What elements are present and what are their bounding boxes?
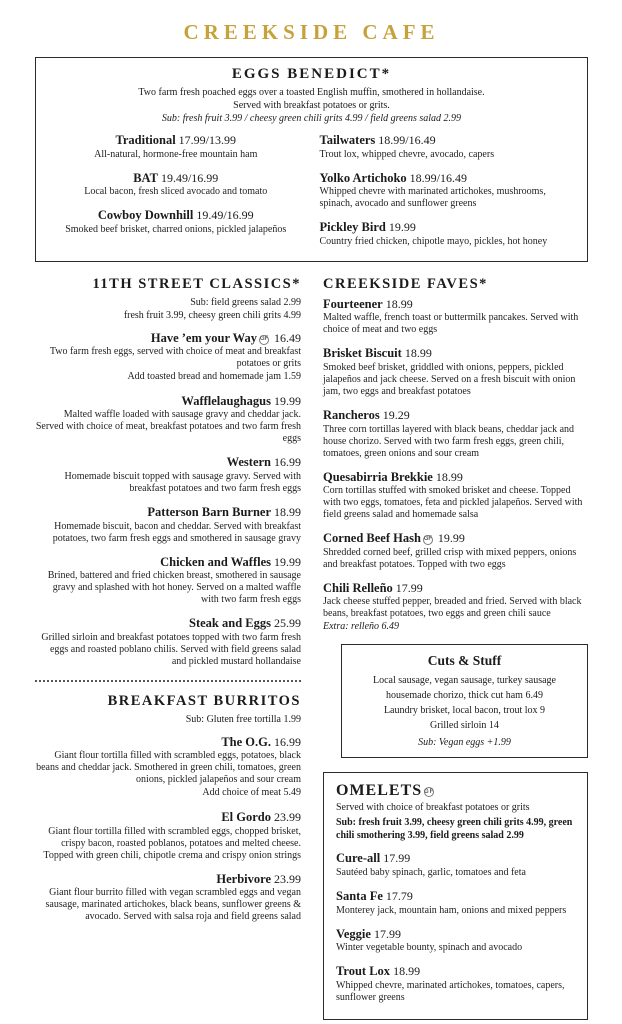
item-price: 16.49 [274, 330, 301, 345]
item-price: 25.99 [274, 616, 301, 631]
item-price: 19.49/16.99 [160, 170, 219, 185]
item-name: Herbivore [216, 871, 271, 886]
item-price: 18.99 [393, 964, 421, 979]
eggs-benedict-left-column [48, 132, 304, 257]
item-head [320, 170, 576, 187]
item-name: BAT [133, 170, 158, 185]
item-head [35, 734, 301, 751]
item-desc: Trout lox, whipped chevre, avocado, capers [319, 148, 495, 160]
menu-item-pickley-bird [320, 219, 576, 248]
item-name: Fourteener [323, 296, 383, 311]
menu-item-tailwaters [320, 132, 576, 161]
omelets-desc: Served with choice of breakfast potatoes or grits [336, 801, 530, 813]
item-extra: Add toasted bread and homemade jam 1.59 [127, 371, 301, 383]
item-desc: Whipped chevre with marinated artichokes, mushrooms, spinach, avocado and sunflower greens [319, 186, 546, 210]
item-name: Cure-all [336, 851, 381, 866]
classics-title: 11TH STREET CLASSICS* [92, 275, 301, 292]
omelets-sub: Sub: fresh fruit 3.99, cheesy green chili grits 4.99, green chili smothering 3.99, field greens salad 2.99 [336, 817, 573, 842]
item-desc: Smoked beef brisket, griddled with onions, peppers, pickled jalapeños and jack cheese. Served on a fresh biscuit with onion jam, two eggs and breakfast potatoes [323, 361, 576, 397]
eggs-benedict-desc-2: Served with breakfast potatoes or grits. [233, 100, 390, 111]
main-columns [35, 276, 588, 1020]
menu-item-veggie [336, 926, 575, 955]
item-price: 19.99 [437, 531, 465, 546]
item-price: 16.99 [274, 455, 301, 470]
menu-item-chicken-and-waffles [35, 554, 301, 607]
page-title: CREEKSIDE CAFE [183, 20, 440, 44]
item-name: Tailwaters [319, 133, 376, 147]
eggs-benedict-right-column [320, 132, 576, 257]
eggs-benedict-desc-1: Two farm fresh poached eggs over a toasted English muffin, smothered in hollandaise. [138, 87, 485, 98]
item-head [320, 219, 576, 236]
item-price: 19.99 [388, 220, 416, 235]
menu-item-cure-all [336, 850, 575, 879]
cuts-line-2: housemade chorizo, thick cut ham 6.49 [386, 689, 543, 701]
cuts-sub: Sub: Vegan eggs +1.99 [418, 736, 511, 748]
item-price: 17.79 [385, 888, 413, 903]
item-price: 18.99 [404, 346, 432, 361]
item-head [323, 345, 588, 362]
menu-item-yolko-artichoko [320, 170, 576, 211]
item-head [35, 809, 301, 826]
item-name: Veggie [336, 926, 371, 941]
item-desc: Giant flour burrito filled with vegan scrambled eggs and vegan sausage, marinated artichokes, black beans, sunflower greens & avocado. Served with salsa roja and field greens salad [45, 887, 301, 923]
cuts-title: Cuts & Stuff [427, 652, 502, 668]
item-desc: Jack cheese stuffed pepper, breaded and fried. Served with black beans, breakfast potatoes, two eggs and green chili sauce [323, 596, 582, 620]
item-price: 19.99 [274, 554, 301, 569]
item-desc: Sautéed baby spinach, garlic, tomatoes and feta [336, 866, 526, 878]
item-price: 16.99 [274, 734, 301, 749]
item-name: Pickley Bird [319, 220, 386, 235]
eggs-benedict-columns [48, 132, 575, 257]
item-head [48, 207, 304, 224]
item-price: 17.99/13.99 [178, 133, 237, 147]
item-desc: Local bacon, fresh sliced avocado and tomato [84, 186, 268, 198]
left-column [35, 276, 301, 1020]
item-name: Traditional [115, 133, 176, 147]
item-name: Brisket Biscuit [323, 346, 402, 361]
menu-item-chili-relleno [323, 580, 588, 634]
menu-item-have-em-your-way [35, 330, 301, 384]
item-desc: Whipped chevre, marinated artichokes, tomatoes, capers, sunflower greens [336, 979, 565, 1003]
menu-item-cowboy-downhill [48, 207, 304, 236]
item-head [35, 554, 301, 571]
item-head [35, 330, 301, 347]
item-price: 18.99/16.49 [378, 133, 436, 147]
item-head [35, 504, 301, 521]
cuts-and-stuff-box [341, 644, 588, 758]
classics-sub-2: fresh fruit 3.99, cheesy green chili grits 4.99 [123, 309, 301, 321]
item-desc: Malted waffle loaded with sausage gravy and cheddar jack. Served with choice of meat, breakfast potatoes and two farm fresh eggs [35, 409, 301, 445]
menu-item-santa-fe [336, 888, 575, 917]
item-head [336, 888, 575, 905]
item-name: Western [226, 455, 271, 470]
item-extra: Extra: relleño 6.49 [323, 621, 400, 633]
item-price: 23.99 [274, 871, 301, 886]
item-desc: Grilled sirloin and breakfast potatoes topped with two farm fresh eggs and roasted poblano chilis. Served with field greens salad and pickled mustard hollandaise [41, 631, 301, 667]
item-head [35, 393, 301, 410]
item-head [336, 963, 575, 980]
item-name: Chili Relleño [323, 580, 393, 595]
item-name: Have ’em your Way [150, 330, 257, 345]
item-price: 23.99 [274, 809, 301, 824]
cuts-line-1: Local sausage, vegan sausage, turkey sausage [373, 674, 556, 686]
item-desc: Homemade biscuit, bacon and cheddar. Served with breakfast potatoes, two farm fresh eggs and smothered in sausage gravy [52, 520, 301, 544]
item-name: Quesabirria Brekkie [323, 469, 433, 484]
omelets-title-text: OMELETS [336, 781, 423, 799]
right-column [323, 276, 588, 1020]
menu-item-brisket-biscuit [323, 345, 588, 398]
item-price: 19.99 [274, 393, 301, 408]
item-head [35, 871, 301, 888]
item-price: 17.99 [395, 580, 423, 595]
item-name: Corned Beef Hash [323, 531, 421, 546]
item-head [336, 926, 575, 943]
menu-item-trout-lox [336, 963, 575, 1004]
item-head [323, 530, 588, 547]
item-name: Patterson Barn Burner [147, 505, 271, 520]
gf-badge-icon: GF [259, 335, 269, 345]
item-desc: Giant flour tortilla filled with scrambled eggs, potatoes, black beans and cheddar jack. Smothered in green chili, tomatoes, green onions, pickled jalapeños and sour cream [36, 750, 301, 786]
item-name: Wafflelaughagus [181, 393, 271, 408]
item-name: Trout Lox [336, 964, 391, 979]
item-head [35, 454, 301, 471]
burritos-sub: Sub: Gluten free tortilla 1.99 [185, 713, 301, 725]
item-head [35, 615, 301, 632]
menu-item-corned-beef-hash [323, 530, 588, 571]
menu-item-patterson-barn-burner [35, 504, 301, 545]
item-desc: Two farm fresh eggs, served with choice of meat and breakfast potatoes or grits [49, 346, 301, 370]
menu-item-herbivore [35, 871, 301, 924]
eggs-benedict-sub: Sub: fresh fruit 3.99 / cheesy green chili grits 4.99 / field greens salad 2.99 [161, 113, 462, 124]
item-desc: Giant flour tortilla filled with scrambled eggs, chopped brisket, crispy bacon, roasted poblanos, potatoes and melted cheese. Topped with green chili, chipotle crema and crispy onion strings [43, 825, 301, 861]
item-desc: Country fried chicken, chipotle mayo, pickles, hot honey [319, 235, 548, 247]
item-head [323, 469, 588, 486]
item-desc: All-natural, hormone-free mountain ham [94, 148, 258, 160]
item-price: 18.99 [274, 505, 301, 520]
item-desc: Shredded corned beef, grilled crisp with mixed peppers, onions and breakfast potatoes. Topped with two eggs [323, 546, 577, 570]
item-price: 18.99 [385, 296, 413, 311]
item-name: El Gordo [221, 809, 271, 824]
item-name: Santa Fe [336, 888, 383, 903]
cuts-line-4: Grilled sirloin 14 [430, 719, 499, 731]
item-name: The O.G. [221, 734, 271, 749]
item-desc: Smoked beef brisket, charred onions, pickled jalapeños [65, 223, 287, 235]
menu-item-quesabirria-brekkie [323, 469, 588, 522]
item-desc: Monterey jack, mountain ham, onions and mixed peppers [336, 904, 567, 916]
dotted-divider [35, 680, 301, 682]
item-desc: Homemade biscuit topped with sausage gravy. Served with breakfast potatoes and two farm fresh eggs [64, 471, 301, 495]
menu-item-bat [48, 170, 304, 199]
item-desc: Brined, battered and fried chicken breast, smothered in sausage gravy and splashed with hot honey. Served on a malted waffle with two farm fresh eggs [47, 570, 301, 606]
item-name: Steak and Eggs [189, 616, 271, 631]
item-desc: Malted waffle, french toast or buttermilk pancakes. Served with choice of meat and two eggs [323, 312, 579, 336]
item-price: 17.99 [383, 851, 411, 866]
omelets-section [323, 772, 588, 1020]
item-head [48, 170, 304, 187]
item-price: 19.49/16.99 [196, 208, 254, 223]
menu-item-steak-and-eggs [35, 615, 301, 668]
item-price: 19.29 [382, 407, 410, 422]
item-name: Chicken and Waffles [160, 554, 271, 569]
gf-badge-icon: GF [423, 788, 435, 795]
menu-item-fourteener [323, 296, 588, 337]
item-desc: Winter vegetable bounty, spinach and avocado [336, 942, 523, 954]
burritos-title: BREAKFAST BURRITOS [107, 692, 301, 709]
item-price: 17.99 [373, 926, 401, 941]
item-head [336, 850, 575, 867]
item-extra: Add choice of meat 5.49 [202, 787, 301, 799]
item-name: Cowboy Downhill [97, 208, 194, 223]
menu-item-el-gordo [35, 809, 301, 862]
classics-sub-1: Sub: field greens salad 2.99 [190, 296, 301, 308]
item-name: Rancheros [323, 407, 380, 422]
item-head [323, 580, 588, 597]
menu-item-rancheros [323, 407, 588, 460]
item-price: 18.99 [435, 469, 463, 484]
cuts-line-3: Laundry brisket, local bacon, trout lox 9 [383, 704, 546, 716]
item-name: Yolko Artichoko [319, 170, 407, 185]
item-head [323, 407, 588, 424]
menu-item-western [35, 454, 301, 495]
item-desc: Corn tortillas stuffed with smoked brisket and cheese. Topped with two eggs, tomatoes, feta and pickled jalapeños. Served with field greens salad and homemade salsa [323, 485, 583, 521]
menu-item-the-og [35, 734, 301, 800]
item-desc: Three corn tortillas layered with black beans, cheddar jack and house chorizo. Served with two farm fresh eggs, green chili, tomatoes, green onions and sour cream [323, 423, 575, 459]
item-head [48, 132, 304, 149]
omelets-title [336, 782, 575, 800]
menu-item-traditional [48, 132, 304, 161]
eggs-benedict-title: EGGS BENEDICT* [231, 66, 392, 82]
item-head [320, 132, 576, 149]
item-head [323, 296, 588, 313]
item-price: 18.99/16.49 [409, 170, 468, 185]
faves-title: CREEKSIDE FAVES* [323, 275, 488, 292]
menu-item-wafflelaughagus [35, 393, 301, 446]
eggs-benedict-section [35, 57, 588, 262]
gf-badge-icon: GF [423, 535, 433, 545]
